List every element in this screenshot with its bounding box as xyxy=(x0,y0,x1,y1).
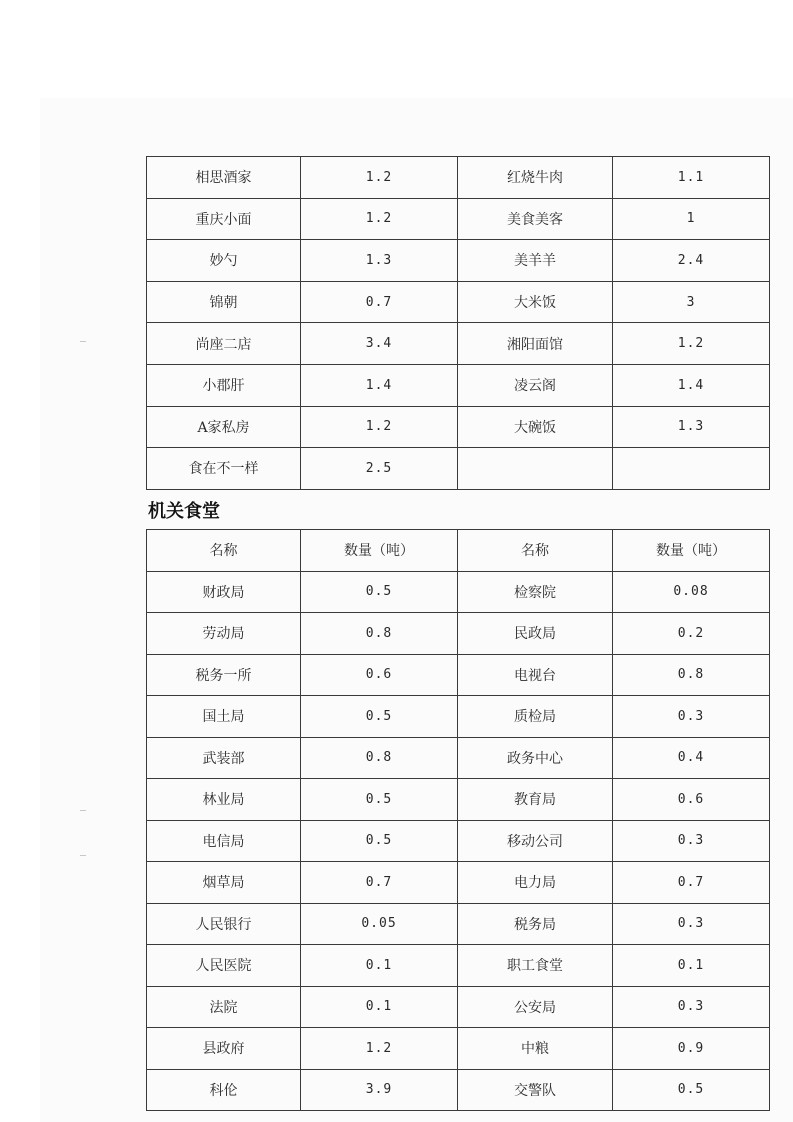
name-cell: 尚座二店 xyxy=(147,323,301,365)
name-cell: 公安局 xyxy=(458,986,613,1028)
name-cell: 交警队 xyxy=(458,1069,613,1111)
header-cell-name: 名称 xyxy=(147,530,301,572)
name-cell: 人民医院 xyxy=(147,945,301,987)
name-cell: 科伦 xyxy=(147,1069,301,1111)
name-cell: 武装部 xyxy=(147,737,301,779)
table-row xyxy=(147,986,770,1028)
table-row xyxy=(147,364,770,406)
table-row xyxy=(147,198,770,240)
quantity-cell: 0.8 xyxy=(613,654,770,696)
table-row xyxy=(147,1028,770,1070)
quantity-cell: 0.7 xyxy=(301,862,458,904)
quantity-cell: 0.3 xyxy=(613,986,770,1028)
table-row xyxy=(147,862,770,904)
quantity-cell: 0.3 xyxy=(613,903,770,945)
header-cell-quantity: 数量（吨） xyxy=(613,530,770,572)
quantity-cell: 0.08 xyxy=(613,571,770,613)
header-row xyxy=(147,530,770,572)
name-cell: 财政局 xyxy=(147,571,301,613)
name-cell: 中粮 xyxy=(458,1028,613,1070)
quantity-cell: 1.3 xyxy=(613,406,770,448)
quantity-cell: 0.05 xyxy=(301,903,458,945)
canteen-table xyxy=(146,529,770,1111)
quantity-cell: 0.6 xyxy=(301,654,458,696)
name-cell: 烟草局 xyxy=(147,862,301,904)
name-cell: 妙勺 xyxy=(147,240,301,282)
quantity-cell: 0.8 xyxy=(301,613,458,655)
name-cell: 检察院 xyxy=(458,571,613,613)
quantity-cell: 1.2 xyxy=(301,157,458,199)
quantity-cell: 0.5 xyxy=(613,1069,770,1111)
table-row xyxy=(147,281,770,323)
name-cell: 重庆小面 xyxy=(147,198,301,240)
name-cell: 湘阳面馆 xyxy=(458,323,613,365)
name-cell: 民政局 xyxy=(458,613,613,655)
name-cell: 国土局 xyxy=(147,696,301,738)
table-row xyxy=(147,737,770,779)
section-title: 机关食堂 xyxy=(148,501,220,522)
quantity-cell: 0.3 xyxy=(613,820,770,862)
name-cell: 电视台 xyxy=(458,654,613,696)
quantity-cell: 3.4 xyxy=(301,323,458,365)
table-row xyxy=(147,820,770,862)
name-cell: 职工食堂 xyxy=(458,945,613,987)
name-cell: 政务中心 xyxy=(458,737,613,779)
name-cell: 劳动局 xyxy=(147,613,301,655)
quantity-cell: 0.1 xyxy=(613,945,770,987)
name-cell: 红烧牛肉 xyxy=(458,157,613,199)
name-cell: 电力局 xyxy=(458,862,613,904)
scan-mark xyxy=(80,855,86,856)
table-row xyxy=(147,696,770,738)
quantity-cell: 0.5 xyxy=(301,696,458,738)
quantity-cell: 0.5 xyxy=(301,779,458,821)
name-cell: 凌云阁 xyxy=(458,364,613,406)
name-cell: 林业局 xyxy=(147,779,301,821)
name-cell: 大米饭 xyxy=(458,281,613,323)
name-cell: 教育局 xyxy=(458,779,613,821)
name-cell: A家私房 xyxy=(147,406,301,448)
quantity-cell: 0.2 xyxy=(613,613,770,655)
quantity-cell: 1 xyxy=(613,198,770,240)
quantity-cell: 1.2 xyxy=(301,198,458,240)
quantity-cell: 2.5 xyxy=(301,448,458,490)
table-row xyxy=(147,654,770,696)
quantity-cell: 0.6 xyxy=(613,779,770,821)
name-cell: 人民银行 xyxy=(147,903,301,945)
quantity-cell: 0.3 xyxy=(613,696,770,738)
quantity-cell xyxy=(613,448,770,490)
quantity-cell: 0.8 xyxy=(301,737,458,779)
table-row xyxy=(147,406,770,448)
name-cell: 移动公司 xyxy=(458,820,613,862)
quantity-cell: 1.2 xyxy=(301,406,458,448)
quantity-cell: 3.9 xyxy=(301,1069,458,1111)
quantity-cell: 0.7 xyxy=(301,281,458,323)
name-cell: 税务局 xyxy=(458,903,613,945)
table-row xyxy=(147,1069,770,1111)
name-cell: 法院 xyxy=(147,986,301,1028)
name-cell: 税务一所 xyxy=(147,654,301,696)
name-cell: 电信局 xyxy=(147,820,301,862)
table-row xyxy=(147,613,770,655)
name-cell: 美食美客 xyxy=(458,198,613,240)
table-row xyxy=(147,448,770,490)
quantity-cell: 1.1 xyxy=(613,157,770,199)
table-row xyxy=(147,571,770,613)
quantity-cell: 1.2 xyxy=(613,323,770,365)
quantity-cell: 1.4 xyxy=(613,364,770,406)
scan-mark xyxy=(80,810,86,811)
quantity-cell: 0.1 xyxy=(301,945,458,987)
canteen-table-header xyxy=(147,530,770,572)
table-row xyxy=(147,903,770,945)
restaurant-table xyxy=(146,156,770,490)
name-cell: 美羊羊 xyxy=(458,240,613,282)
name-cell xyxy=(458,448,613,490)
name-cell: 大碗饭 xyxy=(458,406,613,448)
quantity-cell: 0.5 xyxy=(301,820,458,862)
quantity-cell: 0.1 xyxy=(301,986,458,1028)
name-cell: 锦朝 xyxy=(147,281,301,323)
table-row xyxy=(147,157,770,199)
table-row xyxy=(147,779,770,821)
name-cell: 小郡肝 xyxy=(147,364,301,406)
header-cell-name: 名称 xyxy=(458,530,613,572)
name-cell: 质检局 xyxy=(458,696,613,738)
canteen-table-body xyxy=(147,571,770,1111)
scan-mark xyxy=(80,341,86,342)
table-row xyxy=(147,323,770,365)
restaurant-table-body xyxy=(147,157,770,490)
quantity-cell: 0.9 xyxy=(613,1028,770,1070)
name-cell: 食在不一样 xyxy=(147,448,301,490)
header-cell-quantity: 数量（吨） xyxy=(301,530,458,572)
quantity-cell: 0.4 xyxy=(613,737,770,779)
quantity-cell: 0.7 xyxy=(613,862,770,904)
name-cell: 相思酒家 xyxy=(147,157,301,199)
quantity-cell: 3 xyxy=(613,281,770,323)
table-row xyxy=(147,240,770,282)
quantity-cell: 1.4 xyxy=(301,364,458,406)
quantity-cell: 2.4 xyxy=(613,240,770,282)
table-row xyxy=(147,945,770,987)
quantity-cell: 1.3 xyxy=(301,240,458,282)
quantity-cell: 0.5 xyxy=(301,571,458,613)
quantity-cell: 1.2 xyxy=(301,1028,458,1070)
name-cell: 县政府 xyxy=(147,1028,301,1070)
